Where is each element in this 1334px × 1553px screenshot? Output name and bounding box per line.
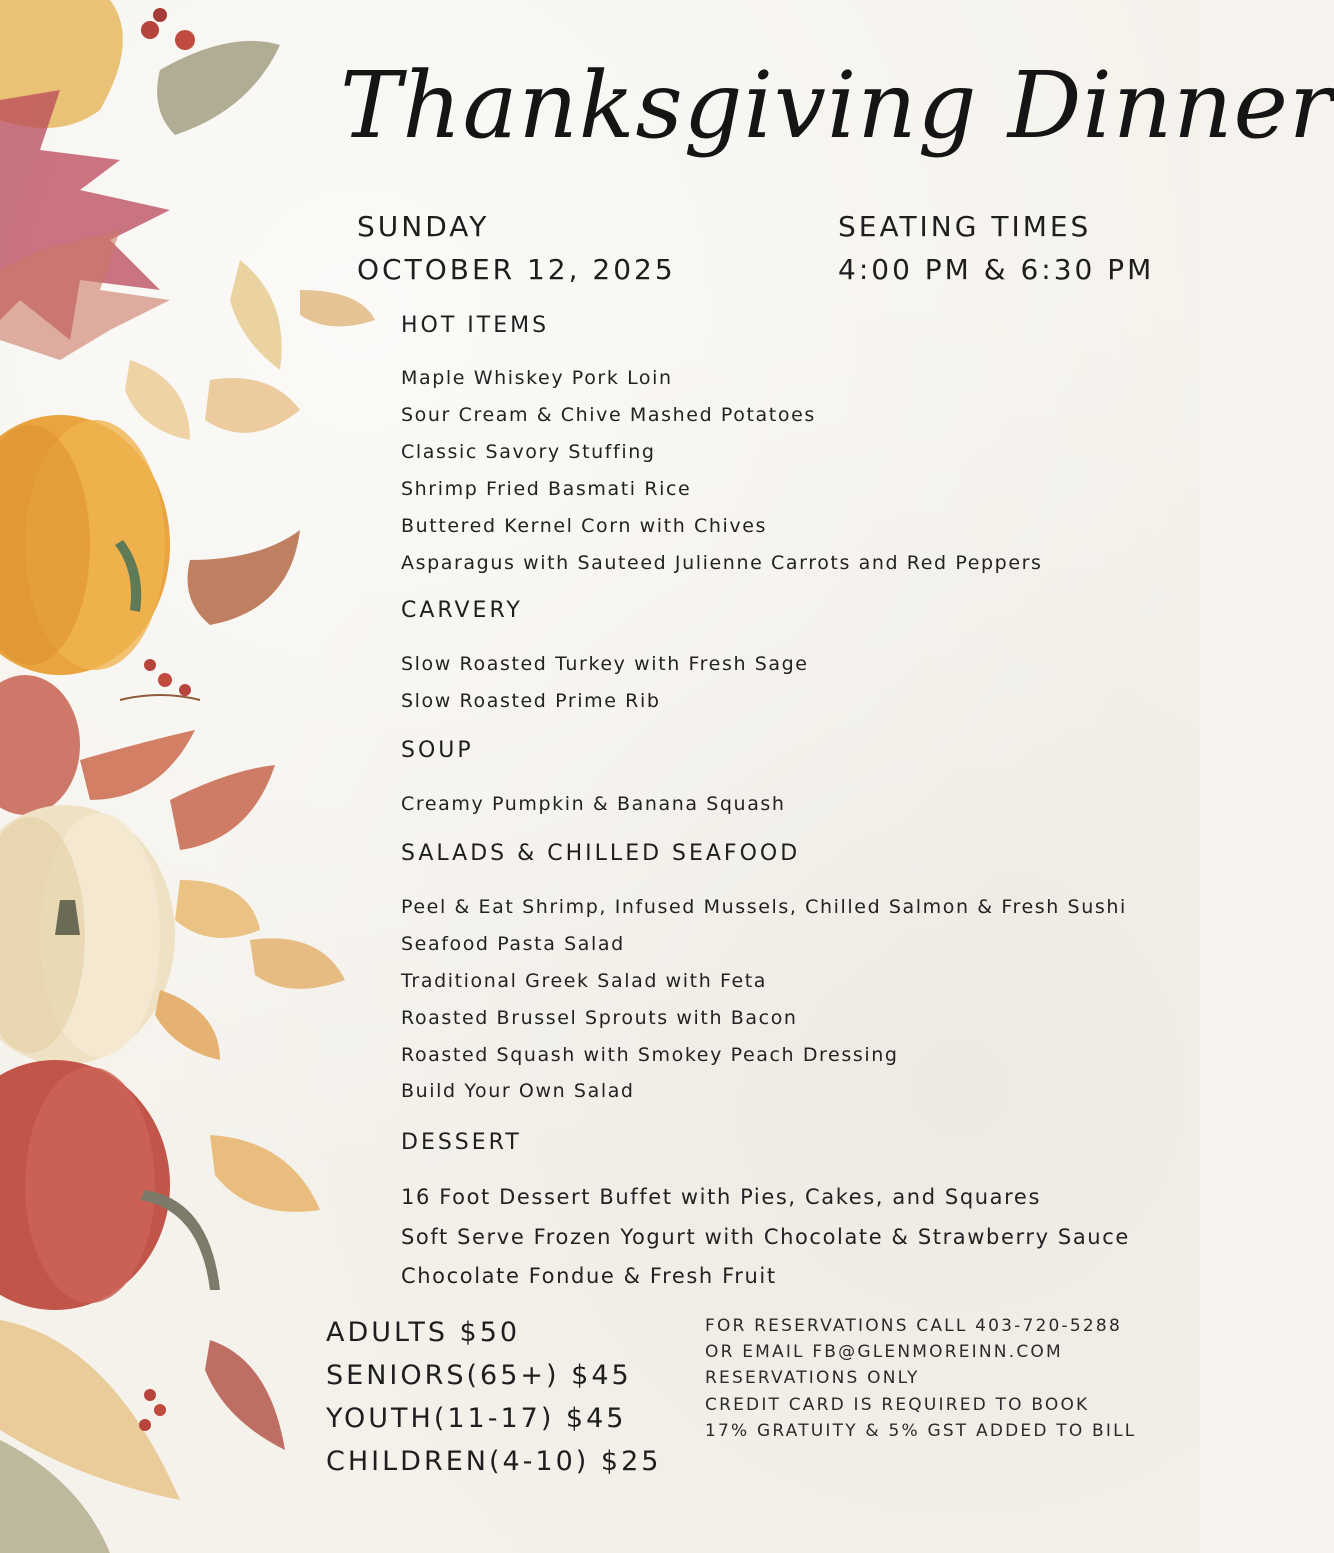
pumpkin-icon [0,675,80,815]
menu-item: Build Your Own Salad [401,1080,635,1102]
pumpkin-icon [0,805,175,1065]
credit-card-note: CREDIT CARD IS REQUIRED TO BOOK [705,1395,1090,1415]
section-heading-carvery: CARVERY [401,598,523,623]
menu-item: Slow Roasted Prime Rib [401,690,661,712]
menu-item: Slow Roasted Turkey with Fresh Sage [401,653,809,675]
autumn-leaf-icon [188,530,301,625]
menu-item: Asparagus with Sauteed Julienne Carrots and Red Peppers [401,552,1043,574]
menu-item: Shrimp Fried Basmati Rice [401,478,692,500]
pumpkin-icon [0,415,170,675]
price-adults: ADULTS $50 [326,1317,521,1348]
menu-item: Sour Cream & Chive Mashed Potatoes [401,404,816,426]
seating-times-value: 4:00 PM & 6:30 PM [838,253,1155,286]
event-day: SUNDAY [357,210,490,243]
berry-sprig-icon [120,659,200,700]
reservation-phone: FOR RESERVATIONS CALL 403-720-5288 [705,1316,1122,1336]
autumn-leaf-icon [125,260,375,440]
section-heading-hot-items: HOT ITEMS [401,313,550,338]
seating-times-label: SEATING TIMES [838,210,1092,243]
menu-item: Creamy Pumpkin & Banana Squash [401,793,786,815]
page-title: Thanksgiving Dinner [340,52,1334,159]
menu-item: Maple Whiskey Pork Loin [401,367,673,389]
price-seniors: SENIORS(65+) $45 [326,1360,632,1391]
autumn-decoration [0,0,380,1553]
price-children: CHILDREN(4-10) $25 [326,1446,662,1477]
gratuity-note: 17% GRATUITY & 5% GST ADDED TO BILL [705,1421,1137,1441]
event-date: OCTOBER 12, 2025 [357,253,676,286]
menu-item: Classic Savory Stuffing [401,441,656,463]
reservations-only-note: RESERVATIONS ONLY [705,1368,920,1388]
maple-leaf-icon [0,90,170,360]
reservation-email: OR EMAIL FB@GLENMOREINN.COM [705,1342,1063,1362]
berry-sprig-icon [139,1389,166,1431]
autumn-leaf-icon [155,880,345,1060]
menu-item: Seafood Pasta Salad [401,933,625,955]
menu-item: Buttered Kernel Corn with Chives [401,515,767,537]
menu-item: Traditional Greek Salad with Feta [401,970,768,992]
menu-item: Soft Serve Frozen Yogurt with Chocolate & Strawberry Sauce [401,1225,1130,1249]
menu-item: Peel & Eat Shrimp, Infused Mussels, Chilled Salmon & Fresh Sushi [401,896,1127,918]
menu-item: Roasted Brussel Sprouts with Bacon [401,1007,798,1029]
section-heading-dessert: DESSERT [401,1130,522,1155]
berry-sprig-icon [141,8,195,50]
menu-item: 16 Foot Dessert Buffet with Pies, Cakes, and Squares [401,1185,1041,1209]
section-heading-soup: SOUP [401,738,474,763]
menu-item: Chocolate Fondue & Fresh Fruit [401,1264,777,1288]
section-heading-salads: SALADS & CHILLED SEAFOOD [401,841,801,866]
pumpkin-icon [0,1060,220,1310]
price-youth: YOUTH(11-17) $45 [326,1403,627,1434]
menu-item: Roasted Squash with Smokey Peach Dressing [401,1044,899,1066]
